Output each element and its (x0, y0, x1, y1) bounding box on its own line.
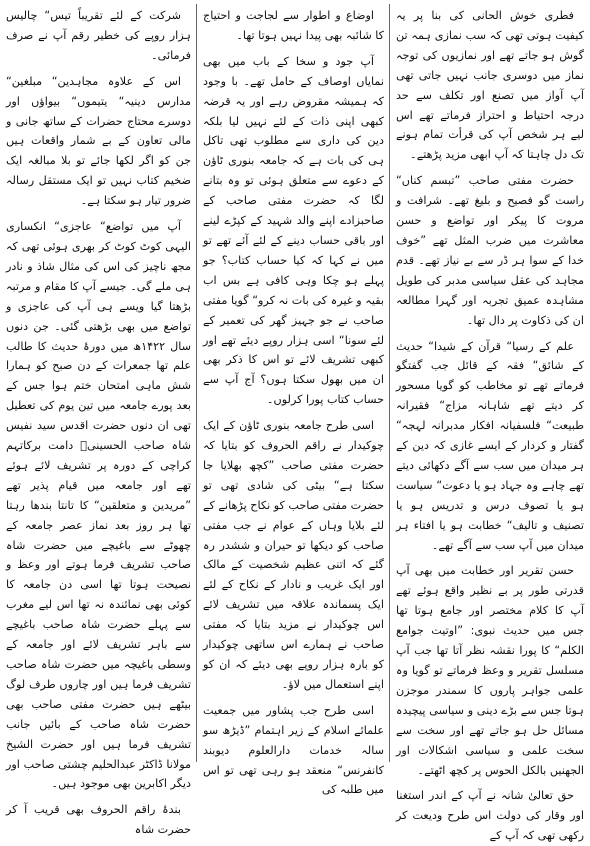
paragraph: اوضاع و اطوار سے لجاجت و احتیاج کا شائبہ بھی پیدا نہیں ہوتا تھا۔ (203, 9, 384, 42)
text-column-middle (197, 0, 390, 797)
paragraph: فطری خوش الحانی کی بنا پر یہ کیفیت ہوتی تھی کہ سب نمازی ہمہ تن گوش ہو جاتے تھے اور نمازیوں کی توجہ نماز میں دوسری جانب نہیں جاتی تھی آپ آواز میں تصنع اور تکلف سے حد درجہ احتیاط و احتراز فرماتے تھے اس لیے ہر شخص آپ کی قرأت تمام ہونے تک دل چاہتا کہ آپ ابھی مزید پڑھتے۔ (396, 9, 584, 162)
paragraph: شرکت کے لئے تقریباً تیس“ چالیس ہزار روپے کی خطیر رقم آپ نے صرف فرمائی۔ (6, 9, 191, 62)
paragraph: حضرت مفتی صاحب ”تبسم کناں“ راست گو فصیح و بلیغ تھے۔ شرافت و مروت کا پیکر اور تواضع و حسن معاشرت میں ضرب المثل تھے ”خوف خدا کے سوا ہر ڈر سے بے نیاز تھے۔ قدم مجاہد کی عقل سیاسی مدبر کی طویل مشاہدہ عمیق تجربہ اور گہرا مطالعہ ان کی ذکاوت پر دال تھا۔ (396, 174, 584, 327)
paragraph: حق تعالیٰ شانہ نے آپ کے اندر استغنا اور وقار کی دولت اس طرح ودیعت کر رکھی تھی کہ آپ کے (396, 789, 584, 843)
paragraph: آپ جود و سخا کے باب میں بھی نمایاں اوصاف کے حامل تھے۔ با وجود کہ ہمیشہ مقروض رہے اور یہ قرضہ کبھی اپنی ذات کے لئے نہیں لیا بلکہ دین کی داری سے مطلوب تھی تاکل ہی کی بات ہے کہ جامعہ بنوری ٹاؤن کے دعوے سے متعلق ہوئی تو وہ بتانے لگا کہ حضرت مفتی صاحب کے صاحبزادے اپنے والد شہید کے کپڑے لینے اور باقی حساب دینے کے لئے آئے تھے تو میں نے کہا کہ کیا حساب کتاب؟ جو پہلے ہو چکا وہی کافی ہے بس اب بقیہ و غیرہ کی بات نہ کرو“ گویا مفتی صاحب نے جو جہیز گھر کی تعمیر کے لئے سونا“ اسی ہزار روپے دیئے تھے اور کبھی تشریف لائے تو اس کا ذکر بھی ان میں بھول سکتا ہوں؟ آج آپ سے حساب کتاب پورا کرلوں۔ (203, 54, 384, 407)
paragraph: بندۂ راقم الحروف بھی قریب آ کر حضرت شاہ (6, 803, 191, 837)
text-column-right (390, 0, 590, 843)
paragraph: آپ میں تواضع“ عاجزی“ انکساری الیہی کوٹ کوٹ کر بھری ہوئی تھی کہ مجھ ناچیز کی اس کی مثال شاذ و نادر ہی ملے گی۔ جیسے آپ کا مقام و مرتبہ بڑھتا گیا ویسے ہی آپ کی عاجزی و تواضع میں بھی بڑھتی گئی۔ جن دنوں سال ۱۴۲۲ھ میں دورۂ حدیث کا طالب علم تھا جمعرات کے دن صبح کو ہمارا شش ماہی امتحان ختم ہوا جس کے بعد پورے جامعہ میں تین یوم کی تعطیل تھی ان دنوں حضرت اقدس سید نفیس شاہ صاحب الحسینیؒ دامت برکاتہم کراچی کے دورہ پر تشریف لائے ہوئے تھے اور جامعہ میں قیام پذیر تھے ”مریدین و متعلقین“ کا تانتا بندھا رہتا تھا ہر روز بعد نماز عصر جامعہ کے چھوٹے سے باغیچے میں حضرت شاہ صاحب تشریف فرما ہوتے اور وعظ و نصیحت ہوتا تھا اسی دن جامعہ کا کوئی بھی نمائندہ نہ تھا اس لیے مغرب سے پہلے حضرت شاہ صاحب باغیچے سے باہر تشریف لائے اور جامعہ کے وسطی باغیچہ میں حضرت شاہ صاحب تشریف فرما ہیں اور چاروں طرف لوگ بیٹھے ہیں حضرت مفتی صاحب بھی حضرت شاہ صاحب کے بائیں جانب تشریف فرما ہیں اور حضرت الشیخ مولانا ڈاکٹر عبدالحلیم چشتی صاحب اور دیگر اکابرین بھی موجود ہیں۔ (6, 220, 191, 791)
paragraph: اسی طرح جب پشاور میں جمعیت علمائے اسلام کے زیر اہتمام ”ڈیڑھ سو سالہ خدمات دارالعلوم دیوبند کانفرنس“ منعقد ہو رہی تھی تو اس میں طلبہ کی (203, 703, 384, 797)
paragraph: علم کے رسیا“ قرآن کے شیدا“ حدیث کے شائق“ فقہ کے قائل جب گفتگو فرماتے تھے تو مخاطب کو گویا مسحور کر دیتے تھے شاہانہ مزاج“ فقیرانہ طبیعت“ فلسفیانہ افکار مدبرانہ لہجہ“ گفتار و کردار کے ایسے غازی کہ دین کے ہر میدان میں سب سے آگے دکھائی دیتے تھے چاہے وہ جہاد ہو یا دعوت“ سیاست ہو یا تصوف درس و تدریس ہو یا تصنیف و تالیف“ خطابت ہو یا افتاء ہر میدان میں آپ سب سے آگے تھے۔ (396, 339, 584, 552)
paragraph: اسی طرح جامعہ بنوری ٹاؤن کے ایک چوکیدار نے راقم الحروف کو بتایا کہ حضرت مفتی صاحب ”کچھ بھلایا جا سکتا ہے“ بیٹی کی شادی تھی تو حضرت مفتی صاحب کو نکاح پڑھانے کے لئے بلایا وہاں کے عوام نے جب مفتی صاحب کو دیکھا تو حیران و ششدر رہ گئے کہ اتنی عظیم شخصیت کے مالک اور ایک غریب و نادار کے نکاح کے لئے ایک پسماندہ علاقہ میں تشریف لائے اس چوکیدار نے مزید بتایا کہ مفتی صاحب نے ہمارے اس ساتھی چوکیدار کو بارہ ہزار روپے بھی دیئے کہ ان کو اپنے استعمال میں لاؤ۔ (203, 419, 384, 691)
paragraph: اس کے علاوہ مجاہدین“ مبلغین“ مدارس دینیہ“ یتیموں“ بیواؤں اور دوسرے محتاج حضرات کے ساتھ جانی و مالی تعاون کے بے شمار واقعات ہیں جن کو اگر لکھا جائے تو بلا مبالغہ ایک ضخیم کتاب نہیں تو ایک مستقل رسالہ ضرور تیار ہو سکتا ہے۔ (6, 74, 191, 208)
paragraph: حسن تقریر اور خطابت میں بھی آپ قدرتی طور پر بے نظیر واقع ہوئے تھے آپ کا کلام مختصر اور جامع ہوتا تھا جس میں حدیث نبوی: ”اوتیت جوامع الکلم“ کا پورا نقشہ نظر آتا تھا جب آپ مسلسل تقریر و وعظ فرماتے تو گویا وہ علمی جواہر پاروں کا سمندر موجزن ہوتا جس سے بڑے دینی و سیاسی پیچیدہ مسائل حل ہو جاتے تھے اور سخت سے سخت علمی و سیاسی اشکالات اور الجھنیں بالکل الحوس پر کچھ اٹھتے۔ (396, 564, 584, 777)
text-column-left (0, 0, 197, 837)
